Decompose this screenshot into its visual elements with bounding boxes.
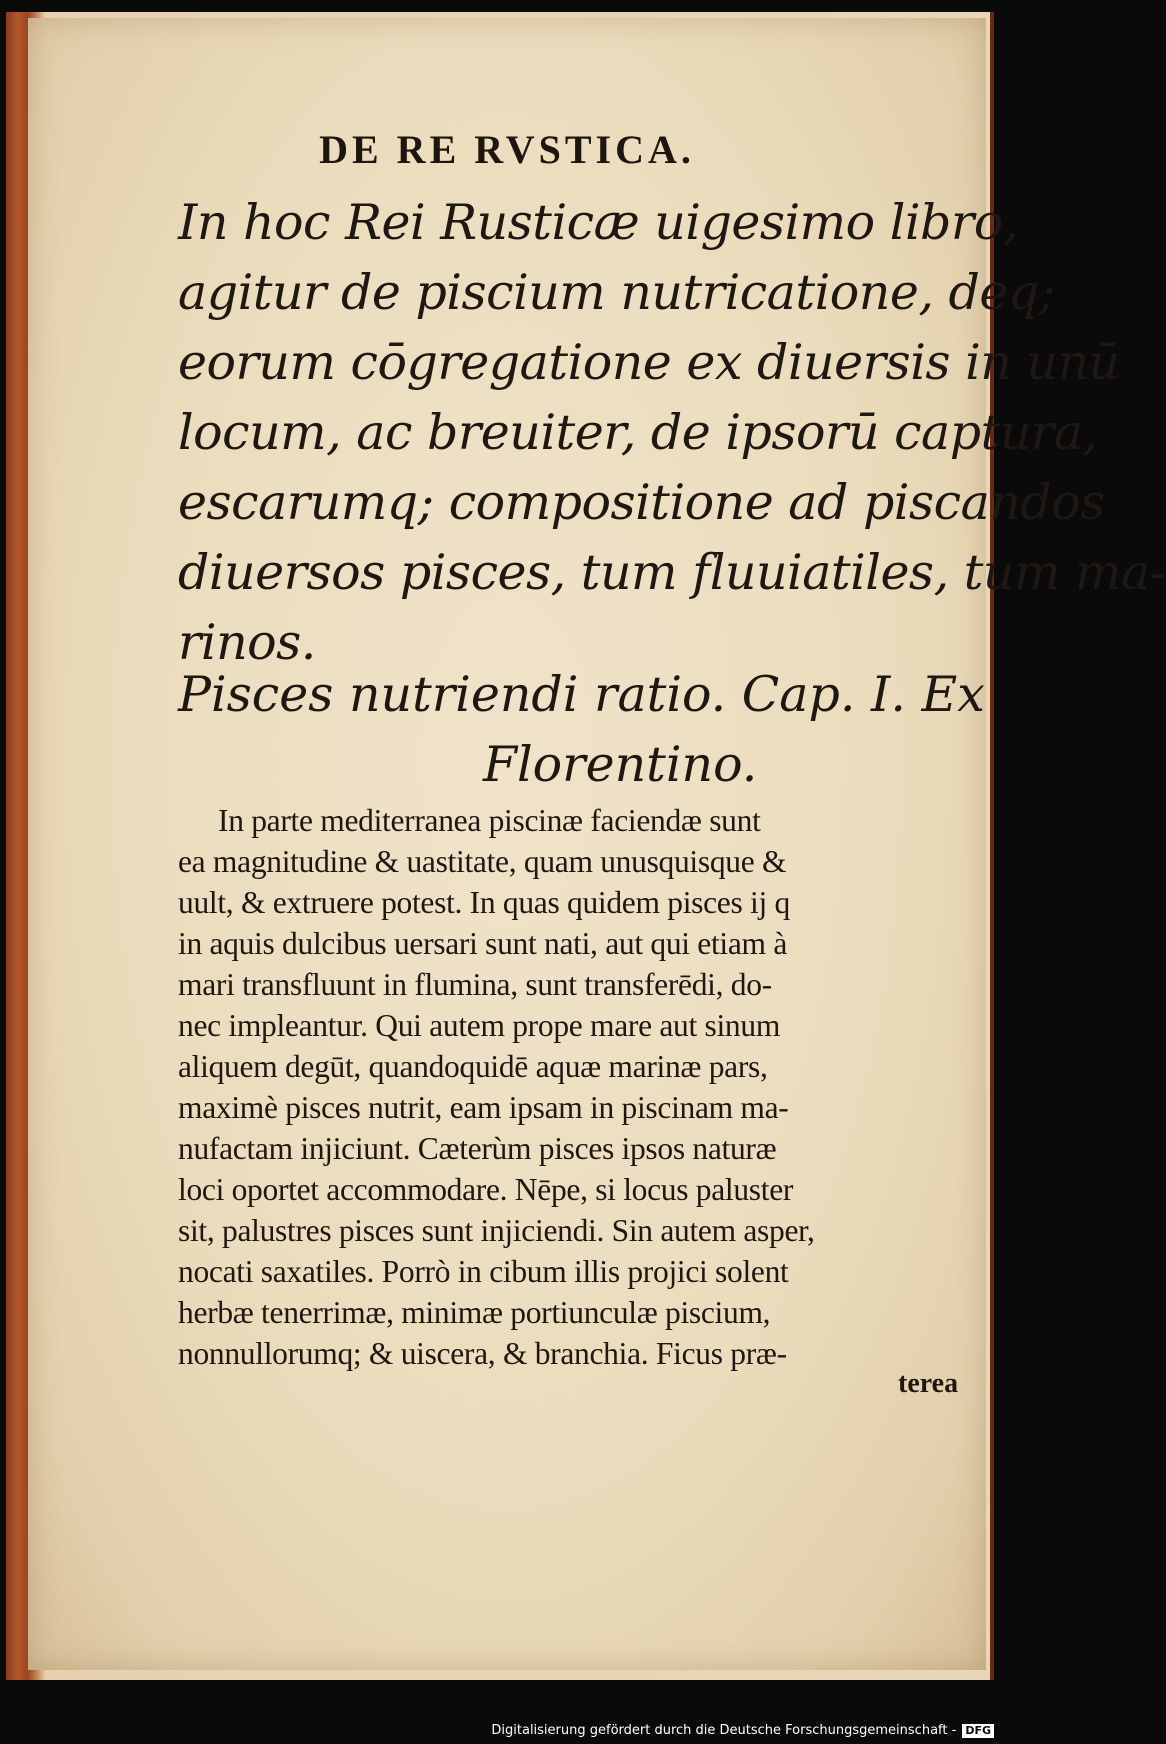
summary-line: locum, ac breuiter, de ipsorū captura, <box>178 404 1098 461</box>
summary-line: rinos. <box>178 614 316 671</box>
body-line: nufactam injiciunt. Cæterùm pisces ipsos naturæ <box>178 1131 777 1166</box>
body-line: uult, & extruere potest. In quas quidem pisces ij q <box>178 885 790 920</box>
summary-line: agitur de piscium nutricatione, deq; <box>178 264 1055 321</box>
book-page <box>28 18 1166 1670</box>
chapter-heading-line: Pisces nutriendi ratio. Cap. I. Ex <box>178 666 985 723</box>
body-line: aliquem degūt, quandoquidē aquæ marinæ pars, <box>178 1049 768 1084</box>
body-text <box>178 800 978 1374</box>
digitization-credit <box>0 1723 994 1738</box>
body-line: loci oportet accommodare. Nēpe, si locus paluster <box>178 1172 794 1207</box>
credit-text: Digitalisierung gefördert durch die Deutsche Forschungsgemeinschaft - <box>491 1723 957 1738</box>
body-line: maximè pisces nutrit, eam ipsam in piscinam ma- <box>178 1090 789 1125</box>
summary-line: eorum cōgregatione ex diuersis in unū <box>178 334 1120 391</box>
body-line: mari transfluunt in flumina, sunt transferēdi, do- <box>178 967 772 1002</box>
dfg-logo: DFG <box>962 1724 994 1738</box>
body-line: nonnullorumq; & uiscera, & branchia. Ficus præ- <box>178 1336 787 1371</box>
body-line: nec impleantur. Qui autem prope mare aut sinum <box>178 1008 781 1043</box>
chapter-heading-source: Florentino. <box>483 736 758 793</box>
body-line: In parte mediterranea piscinæ faciendæ sunt <box>218 803 761 838</box>
body-line: nocati saxatiles. Porrò in cibum illis projici solent <box>178 1254 789 1289</box>
catchword: terea <box>898 1368 959 1399</box>
running-head: DE RE RVSTICA. <box>319 127 695 172</box>
summary-line: diuersos pisces, tum fluuiatiles, tum ma- <box>178 544 1166 601</box>
body-line: herbæ tenerrimæ, minimæ portiunculæ piscium, <box>178 1295 771 1330</box>
summary-line: In hoc Rei Rusticæ uigesimo libro, <box>178 194 1018 251</box>
body-line: sit, palustres pisces sunt injiciendi. Sin autem asper, <box>178 1213 815 1248</box>
body-line: in aquis dulcibus uersari sunt nati, aut qui etiam à <box>178 926 788 961</box>
book-summary <box>178 188 1166 678</box>
summary-line: escarumq; compositione ad piscandos <box>178 474 1105 531</box>
body-line: ea magnitudine & uastitate, quam unusquisque & <box>178 844 787 879</box>
chapter-heading <box>178 660 985 800</box>
